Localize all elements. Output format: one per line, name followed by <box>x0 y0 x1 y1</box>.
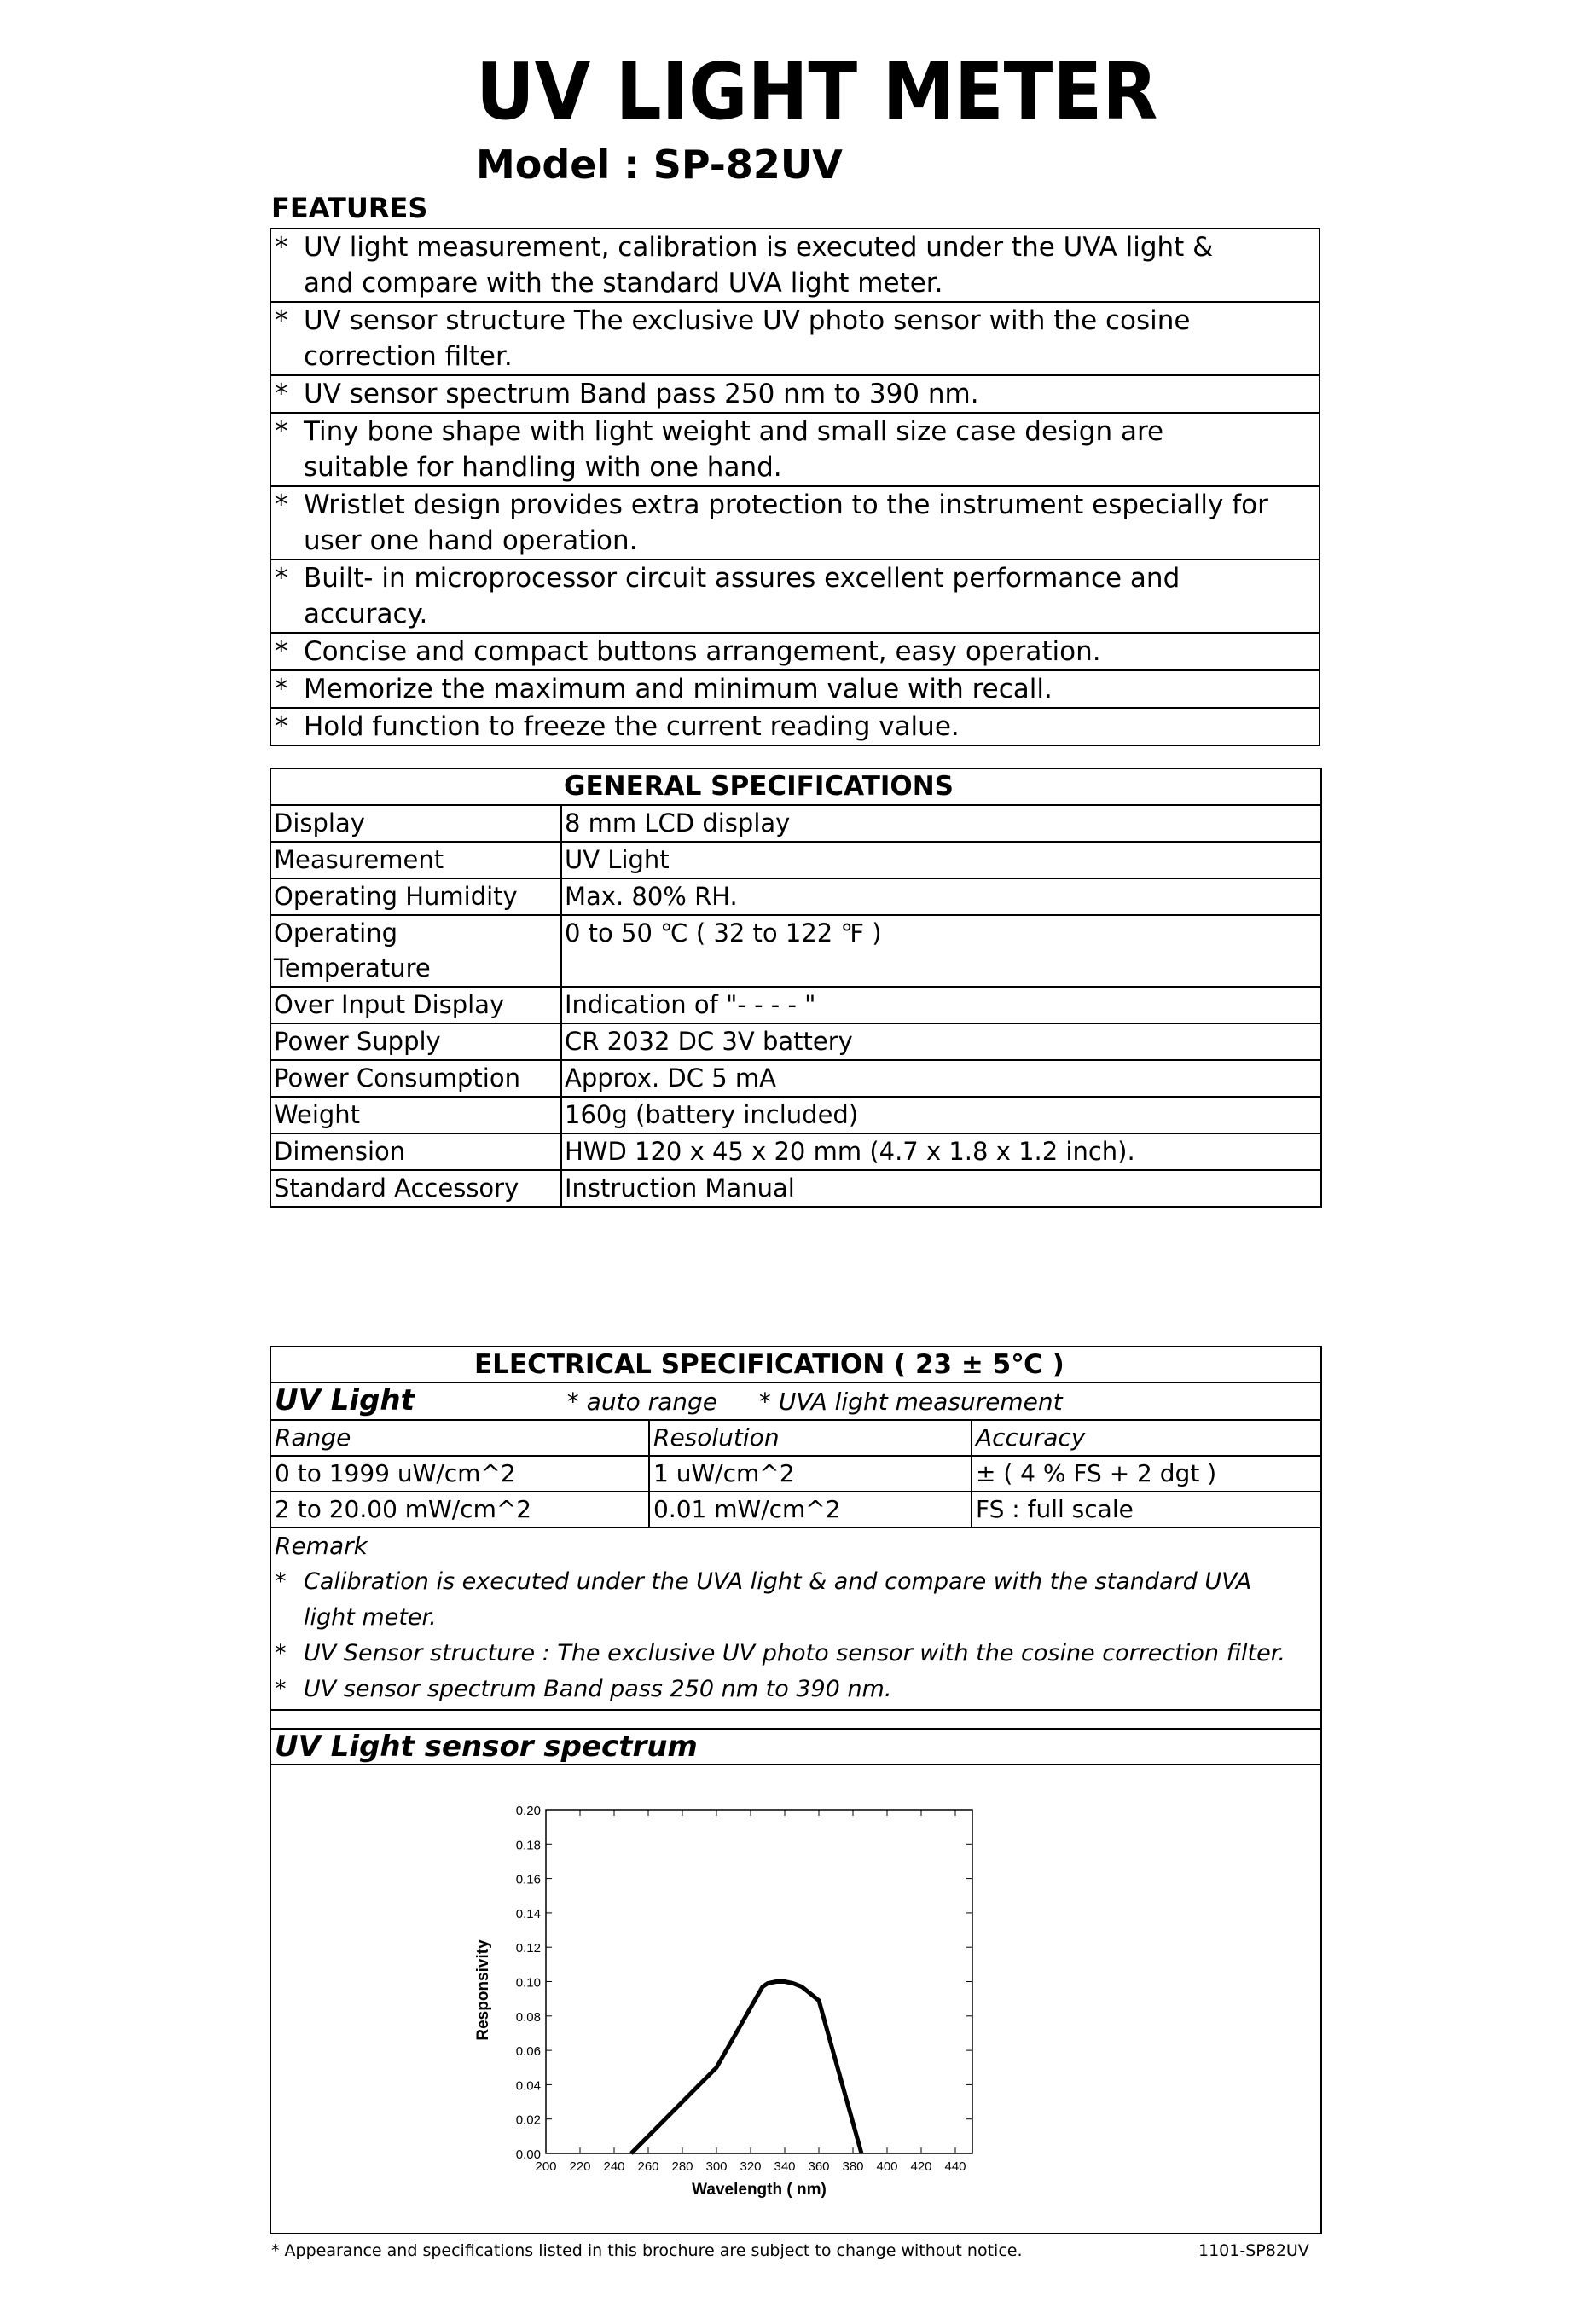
feature-text: Tiny bone shape with light weight and small size case design are <box>304 416 1164 447</box>
x-tick-label: 440 <box>944 2159 966 2174</box>
y-tick-label: 0.08 <box>515 2009 541 2025</box>
bullet-icon: * <box>275 1568 287 1595</box>
bullet-icon: * <box>275 305 288 336</box>
table-row <box>270 987 1321 1023</box>
y-tick-label: 0.12 <box>515 1941 541 1956</box>
electrical-heading-row <box>270 1347 1321 1382</box>
page-title: UV LIGHT METER <box>476 46 1158 137</box>
responsivity-line <box>631 1982 861 2154</box>
table-row <box>270 842 1321 878</box>
feature-text: Memorize the maximum and minimum value with recall. <box>304 674 1053 704</box>
bullet-icon: * <box>275 1676 287 1702</box>
feature-text: UV sensor spectrum Band pass 250 nm to 390 nm. <box>304 379 979 409</box>
general-heading-row <box>270 768 1321 805</box>
range-cell: 0 to 1999 uW/cm^2 <box>270 1456 649 1492</box>
bullet-icon: * <box>275 563 288 594</box>
feature-row <box>270 302 1320 375</box>
remark-list <box>275 1564 1317 1707</box>
spec-value: 8 mm LCD display <box>561 805 1321 842</box>
spec-label: Power Consumption <box>270 1060 561 1097</box>
table-row <box>270 915 1321 987</box>
y-tick-label: 0.06 <box>515 2044 541 2060</box>
y-axis-label: Responsivity <box>474 1939 492 2041</box>
feature-row <box>270 708 1320 745</box>
remark-text: UV Sensor structure : The exclusive UV photo sensor with the cosine correction filter. <box>304 1640 1285 1666</box>
feature-row <box>270 229 1320 302</box>
general-specifications-table <box>270 768 1322 1208</box>
feature-text: UV light measurement, calibration is executed under the UVA light & <box>304 232 1214 263</box>
spec-value: 0 to 50 ℃ ( 32 to 122 ℉ ) <box>561 915 1321 987</box>
y-tick-label: 0.04 <box>515 2078 541 2094</box>
feature-text: correction filter. <box>304 341 513 372</box>
plot-frame <box>546 1810 972 2153</box>
spec-value: 160g (battery included) <box>561 1097 1321 1133</box>
table-row <box>270 1097 1321 1133</box>
bullet-icon: * <box>275 490 288 520</box>
spec-label: Over Input Display <box>270 987 561 1023</box>
remark-row <box>270 1527 1321 1710</box>
x-tick-label: 220 <box>569 2159 591 2174</box>
remark-item <box>275 1564 1317 1636</box>
uv-light-row <box>270 1382 1321 1420</box>
spectrum-title: UV Light sensor spectrum <box>270 1729 1321 1765</box>
general-specifications-heading: GENERAL SPECIFICATIONS <box>561 768 1321 805</box>
x-tick-label: 340 <box>774 2159 796 2174</box>
bullet-icon: * <box>275 1640 287 1666</box>
spec-label: Dimension <box>270 1133 561 1170</box>
spec-label: Measurement <box>270 842 561 878</box>
footer-disclaimer: * Appearance and specifications listed in this brochure are subject to change without notice. <box>271 2241 1023 2260</box>
model-number: Model : SP-82UV <box>476 142 843 188</box>
feature-row <box>270 413 1320 486</box>
table-row <box>270 1170 1321 1207</box>
auto-range-note: * auto range <box>566 1388 718 1416</box>
bullet-icon: * <box>275 416 288 447</box>
bullet-icon: * <box>275 232 288 263</box>
column-resolution: Resolution <box>649 1420 972 1456</box>
spec-label: Standard Accessory <box>270 1170 561 1207</box>
table-row <box>270 1060 1321 1097</box>
electrical-column-headers <box>270 1420 1321 1456</box>
feature-text: Built- in microprocessor circuit assures excellent performance and <box>304 563 1180 594</box>
bullet-icon: * <box>275 674 288 704</box>
feature-text: Wristlet design provides extra protection to the instrument especially for <box>304 490 1268 520</box>
uv-light-label: UV Light <box>275 1383 415 1417</box>
spec-value: Indication of "- - - - " <box>561 987 1321 1023</box>
x-tick-label: 320 <box>740 2159 762 2174</box>
footer-code: 1101-SP82UV <box>1198 2241 1309 2260</box>
spectrum-title-row <box>270 1729 1321 1765</box>
table-row <box>270 1456 1321 1492</box>
resolution-cell: 0.01 mW/cm^2 <box>649 1492 972 1527</box>
x-tick-label: 400 <box>876 2159 898 2174</box>
remark-text: UV sensor spectrum Band pass 250 nm to 390 nm. <box>304 1676 892 1702</box>
bullet-icon: * <box>275 379 288 409</box>
resolution-cell: 1 uW/cm^2 <box>649 1456 972 1492</box>
x-tick-label: 280 <box>671 2159 693 2174</box>
spec-value: HWD 120 x 45 x 20 mm (4.7 x 1.8 x 1.2 inch). <box>561 1133 1321 1170</box>
x-tick-label: 200 <box>535 2159 557 2174</box>
feature-text: user one hand operation. <box>304 525 638 556</box>
table-row <box>270 805 1321 842</box>
feature-text: UV sensor structure The exclusive UV photo sensor with the cosine <box>304 305 1191 336</box>
range-cell: 2 to 20.00 mW/cm^2 <box>270 1492 649 1527</box>
uva-measurement-note: * UVA light measurement <box>758 1388 1063 1416</box>
x-tick-label: 260 <box>637 2159 659 2174</box>
feature-text: Concise and compact buttons arrangement, easy operation. <box>304 636 1101 667</box>
feature-text: suitable for handling with one hand. <box>304 452 782 483</box>
remark-text: Calibration is executed under the UVA light & and compare with the standard UVA <box>304 1568 1252 1595</box>
bullet-icon: * <box>275 711 288 742</box>
feature-row <box>270 486 1320 559</box>
spec-value: CR 2032 DC 3V battery <box>561 1023 1321 1060</box>
accuracy-cell: FS : full scale <box>972 1492 1321 1527</box>
spec-value: Approx. DC 5 mA <box>561 1060 1321 1097</box>
spec-label: Power Supply <box>270 1023 561 1060</box>
y-tick-label: 0.14 <box>515 1906 541 1921</box>
x-tick-label: 420 <box>910 2159 932 2174</box>
feature-row <box>270 375 1320 413</box>
table-row <box>270 1023 1321 1060</box>
bullet-icon: * <box>275 636 288 667</box>
x-tick-label: 300 <box>705 2159 728 2174</box>
spec-label: Display <box>270 805 561 842</box>
y-tick-label: 0.16 <box>515 1872 541 1887</box>
y-tick-label: 0.02 <box>515 2112 541 2128</box>
feature-text: accuracy. <box>304 599 428 629</box>
spec-value: Max. 80% RH. <box>561 878 1321 915</box>
column-accuracy: Accuracy <box>972 1420 1321 1456</box>
feature-text: and compare with the standard UVA light meter. <box>304 268 943 298</box>
x-axis-label: Wavelength ( nm) <box>692 2181 827 2199</box>
electrical-specification-heading: ELECTRICAL SPECIFICATION ( 23 ± 5℃ ) <box>474 1349 1064 1380</box>
sensor-spectrum-chart <box>461 1800 966 2209</box>
features-heading: FEATURES <box>271 192 428 224</box>
remark-label: Remark <box>275 1532 368 1560</box>
y-tick-label: 0.00 <box>515 2147 541 2162</box>
feature-row <box>270 670 1320 708</box>
x-tick-label: 380 <box>842 2159 864 2174</box>
remark-item <box>275 1672 1317 1707</box>
spec-label: Operating Humidity <box>270 878 561 915</box>
spec-value: Instruction Manual <box>561 1170 1321 1207</box>
spec-value: UV Light <box>561 842 1321 878</box>
x-tick-label: 240 <box>603 2159 625 2174</box>
table-row <box>270 1492 1321 1527</box>
table-row <box>270 878 1321 915</box>
feature-text: Hold function to freeze the current reading value. <box>304 711 960 742</box>
y-tick-label: 0.10 <box>515 1975 541 1991</box>
column-range: Range <box>270 1420 649 1456</box>
table-row <box>270 1133 1321 1170</box>
feature-row <box>270 633 1320 670</box>
y-tick-label: 0.20 <box>515 1804 541 1818</box>
accuracy-cell: ± ( 4 % FS + 2 dgt ) <box>972 1456 1321 1492</box>
spacer-row <box>270 1710 1321 1729</box>
features-table <box>270 228 1320 746</box>
spec-label: Operating Temperature <box>270 915 561 987</box>
feature-row <box>270 559 1320 633</box>
x-tick-label: 360 <box>808 2159 830 2174</box>
y-tick-label: 0.18 <box>515 1838 541 1853</box>
remark-item <box>275 1636 1317 1672</box>
remark-text: light meter. <box>304 1604 437 1631</box>
spec-label: Weight <box>270 1097 561 1133</box>
